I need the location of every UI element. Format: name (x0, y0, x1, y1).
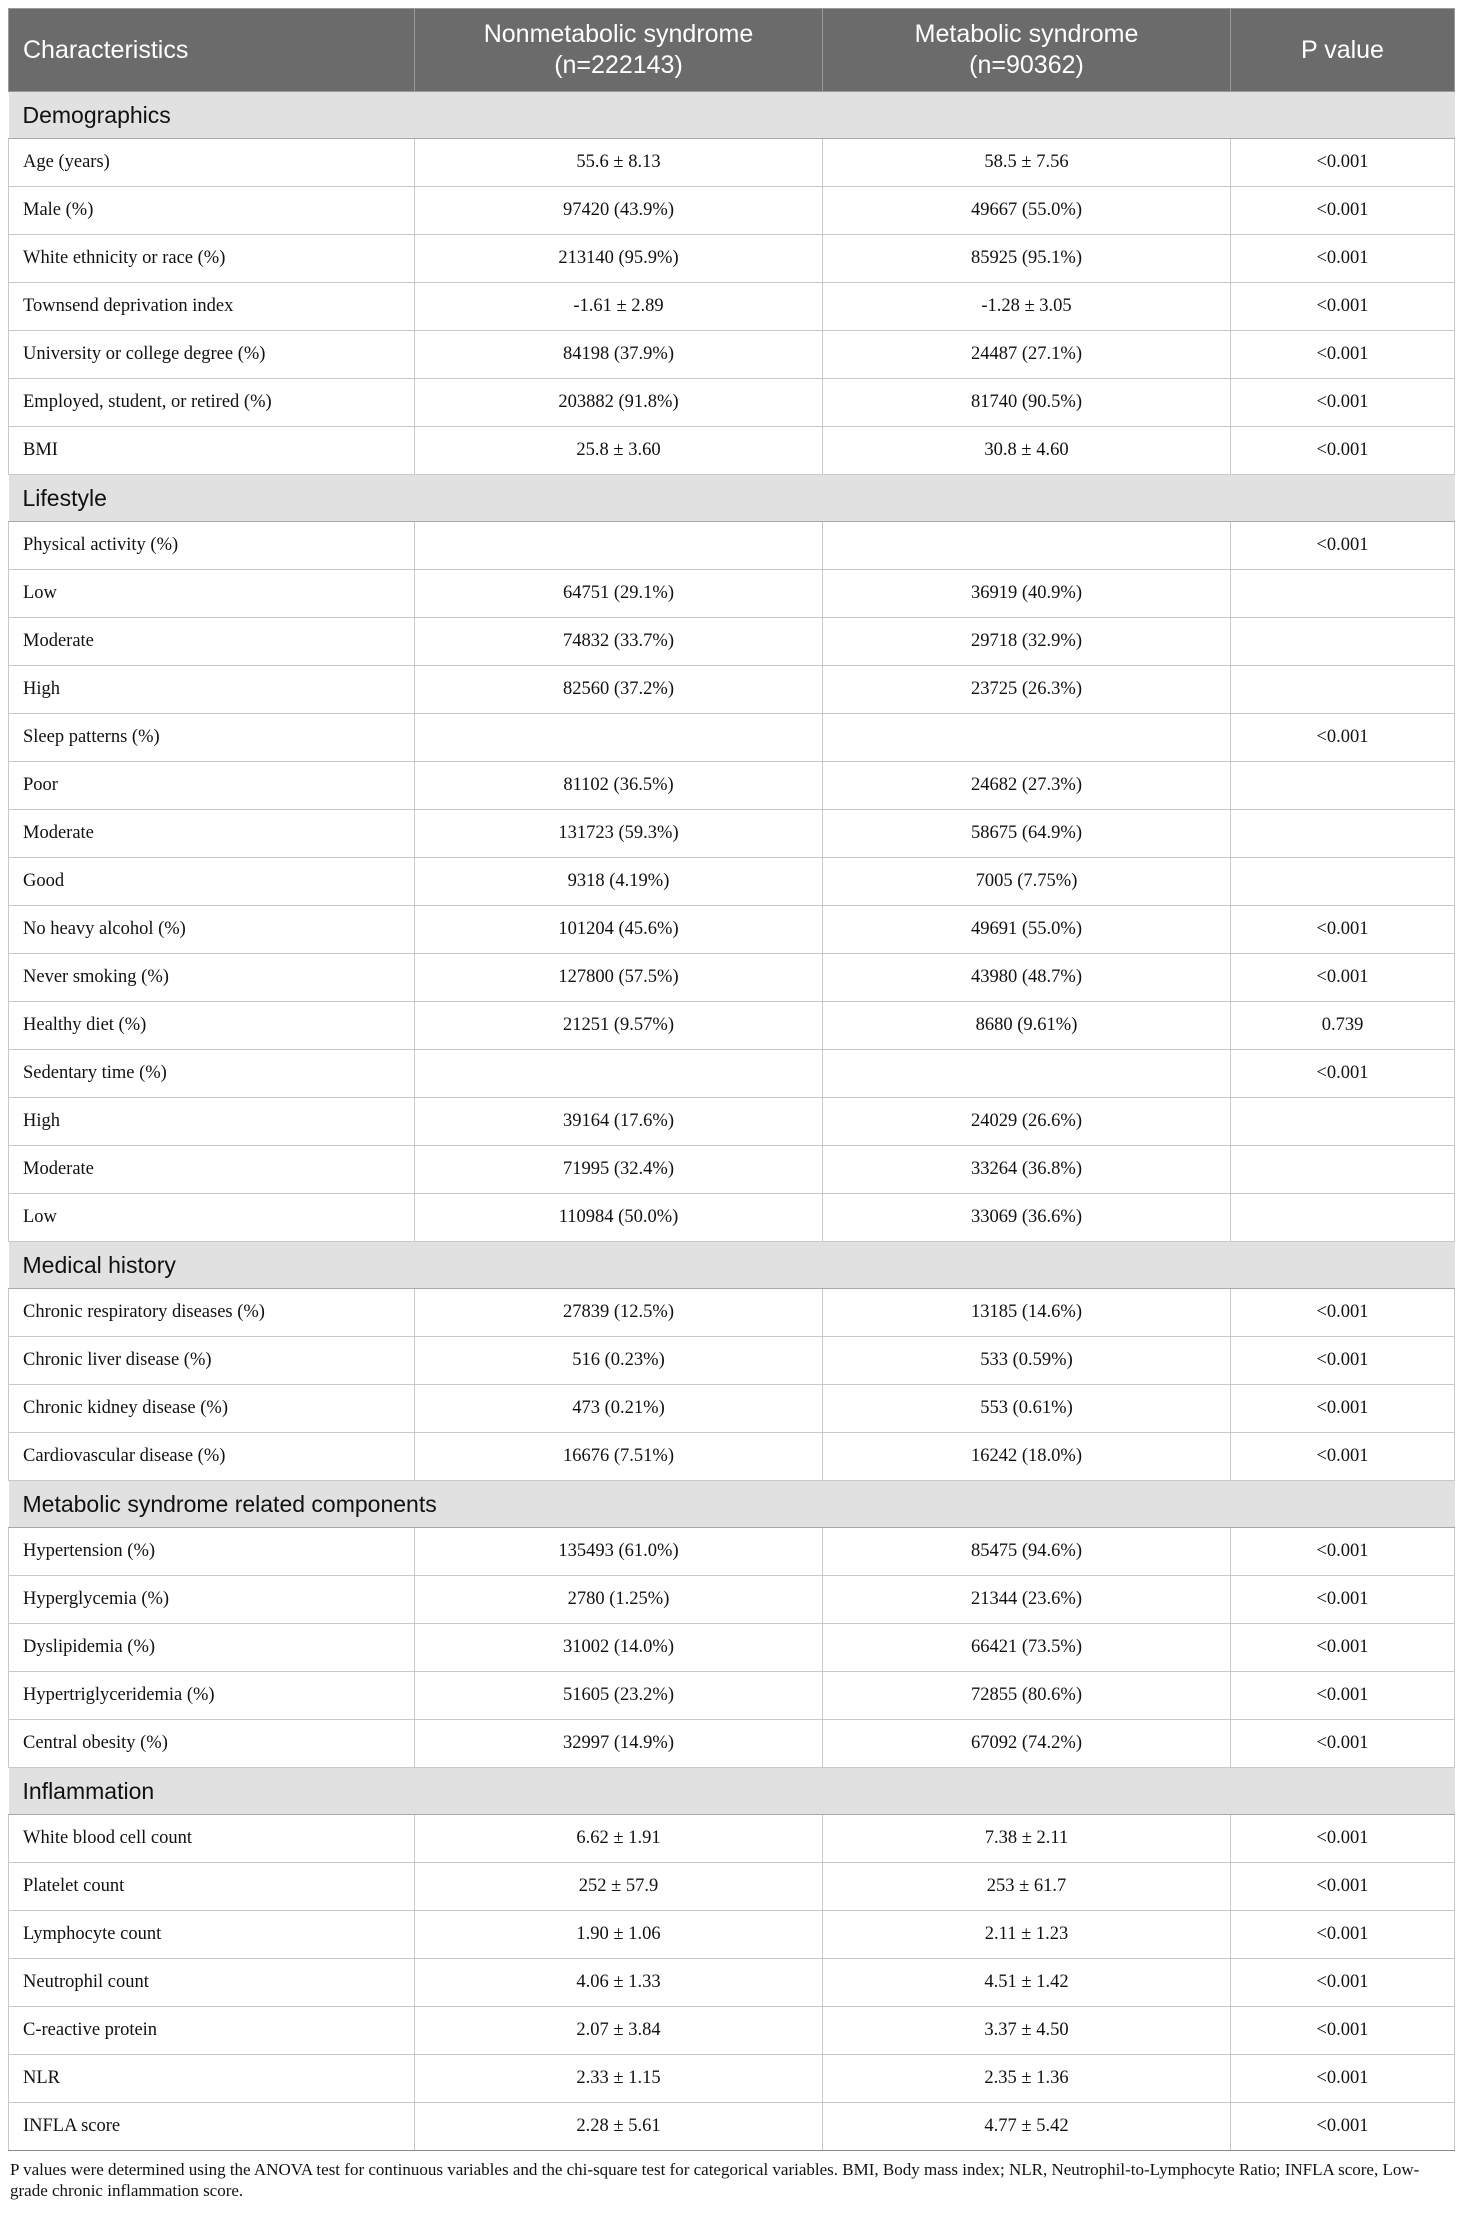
section-title: Lifestyle (9, 475, 1455, 522)
metabolic-value-cell: 49667 (55.0%) (823, 187, 1231, 235)
section-title: Medical history (9, 1242, 1455, 1289)
metabolic-value-cell: -1.28 ± 3.05 (823, 283, 1231, 331)
metabolic-value-cell: 21344 (23.6%) (823, 1576, 1231, 1624)
p-value-cell (1231, 1194, 1455, 1242)
table-row (9, 522, 1455, 570)
row-label-cell: Lymphocyte count (9, 1911, 415, 1959)
p-value-cell: <0.001 (1231, 1624, 1455, 1672)
p-value-cell (1231, 666, 1455, 714)
nonmetabolic-value-cell: 203882 (91.8%) (415, 379, 823, 427)
table-row (9, 810, 1455, 858)
table-row (9, 379, 1455, 427)
metabolic-value-cell (823, 1050, 1231, 1098)
metabolic-value-cell: 29718 (32.9%) (823, 618, 1231, 666)
nonmetabolic-value-cell: 71995 (32.4%) (415, 1146, 823, 1194)
p-value-cell: <0.001 (1231, 1289, 1455, 1337)
header-nonmetabolic-title: Nonmetabolic syndrome (483, 20, 754, 48)
table-row (9, 618, 1455, 666)
table-row (9, 858, 1455, 906)
row-label-cell: Hypertriglyceridemia (%) (9, 1672, 415, 1720)
row-label-cell: High (9, 1098, 415, 1146)
table-row (9, 762, 1455, 810)
p-value-cell: <0.001 (1231, 427, 1455, 475)
table-row (9, 954, 1455, 1002)
row-label-cell: University or college degree (%) (9, 331, 415, 379)
p-value-cell (1231, 1098, 1455, 1146)
table-row (9, 1720, 1455, 1768)
row-label-cell: Chronic respiratory diseases (%) (9, 1289, 415, 1337)
metabolic-value-cell: 36919 (40.9%) (823, 570, 1231, 618)
p-value-cell: <0.001 (1231, 1911, 1455, 1959)
metabolic-value-cell: 24682 (27.3%) (823, 762, 1231, 810)
header-metabolic-count: (n=90362) (969, 51, 1084, 79)
nonmetabolic-value-cell: 135493 (61.0%) (415, 1528, 823, 1576)
metabolic-value-cell: 8680 (9.61%) (823, 1002, 1231, 1050)
metabolic-value-cell: 49691 (55.0%) (823, 906, 1231, 954)
p-value-cell: <0.001 (1231, 1672, 1455, 1720)
metabolic-value-cell: 13185 (14.6%) (823, 1289, 1231, 1337)
section-header-row (9, 92, 1455, 139)
p-value-cell: <0.001 (1231, 283, 1455, 331)
table-row (9, 331, 1455, 379)
p-value-cell (1231, 570, 1455, 618)
row-label-cell: C-reactive protein (9, 2007, 415, 2055)
p-value-cell: <0.001 (1231, 1863, 1455, 1911)
metabolic-value-cell: 85475 (94.6%) (823, 1528, 1231, 1576)
row-label-cell: Townsend deprivation index (9, 283, 415, 331)
table-row (9, 187, 1455, 235)
section-title: Metabolic syndrome related components (9, 1481, 1455, 1528)
nonmetabolic-value-cell: 21251 (9.57%) (415, 1002, 823, 1050)
table-row (9, 1815, 1455, 1863)
table-header-row (9, 9, 1455, 92)
row-label-cell: Sleep patterns (%) (9, 714, 415, 762)
row-label-cell: BMI (9, 427, 415, 475)
nonmetabolic-value-cell: 74832 (33.7%) (415, 618, 823, 666)
p-value-cell: <0.001 (1231, 187, 1455, 235)
table-row (9, 906, 1455, 954)
p-value-cell: <0.001 (1231, 379, 1455, 427)
p-value-cell: <0.001 (1231, 1050, 1455, 1098)
nonmetabolic-value-cell: 39164 (17.6%) (415, 1098, 823, 1146)
row-label-cell: White ethnicity or race (%) (9, 235, 415, 283)
metabolic-value-cell (823, 522, 1231, 570)
metabolic-value-cell: 553 (0.61%) (823, 1385, 1231, 1433)
nonmetabolic-value-cell (415, 714, 823, 762)
nonmetabolic-value-cell: 31002 (14.0%) (415, 1624, 823, 1672)
section-header-row (9, 1242, 1455, 1289)
table-row (9, 1528, 1455, 1576)
metabolic-value-cell: 2.11 ± 1.23 (823, 1911, 1231, 1959)
table-row (9, 283, 1455, 331)
nonmetabolic-value-cell: 110984 (50.0%) (415, 1194, 823, 1242)
p-value-cell (1231, 810, 1455, 858)
metabolic-value-cell: 58675 (64.9%) (823, 810, 1231, 858)
table-row (9, 1050, 1455, 1098)
table-row (9, 1433, 1455, 1481)
row-label-cell: Moderate (9, 810, 415, 858)
metabolic-value-cell: 533 (0.59%) (823, 1337, 1231, 1385)
p-value-cell (1231, 1146, 1455, 1194)
p-value-cell: <0.001 (1231, 906, 1455, 954)
section-header-row (9, 1768, 1455, 1815)
nonmetabolic-value-cell: 101204 (45.6%) (415, 906, 823, 954)
row-label-cell: Cardiovascular disease (%) (9, 1433, 415, 1481)
row-label-cell: Chronic kidney disease (%) (9, 1385, 415, 1433)
header-metabolic-title: Metabolic syndrome (914, 20, 1139, 48)
table-row (9, 1863, 1455, 1911)
table-body (9, 92, 1455, 2151)
row-label-cell: Hypertension (%) (9, 1528, 415, 1576)
p-value-cell: <0.001 (1231, 1433, 1455, 1481)
table-row (9, 714, 1455, 762)
table-row (9, 2055, 1455, 2103)
table-row (9, 235, 1455, 283)
nonmetabolic-value-cell: 516 (0.23%) (415, 1337, 823, 1385)
nonmetabolic-value-cell: 84198 (37.9%) (415, 331, 823, 379)
row-label-cell: Employed, student, or retired (%) (9, 379, 415, 427)
row-label-cell: Platelet count (9, 1863, 415, 1911)
table-row (9, 1002, 1455, 1050)
metabolic-value-cell: 81740 (90.5%) (823, 379, 1231, 427)
nonmetabolic-value-cell: 252 ± 57.9 (415, 1863, 823, 1911)
nonmetabolic-value-cell: 55.6 ± 8.13 (415, 139, 823, 187)
p-value-cell (1231, 762, 1455, 810)
p-value-cell: <0.001 (1231, 1528, 1455, 1576)
p-value-cell: 0.739 (1231, 1002, 1455, 1050)
metabolic-value-cell: 4.51 ± 1.42 (823, 1959, 1231, 2007)
nonmetabolic-value-cell: 82560 (37.2%) (415, 666, 823, 714)
nonmetabolic-value-cell: 27839 (12.5%) (415, 1289, 823, 1337)
row-label-cell: INFLA score (9, 2103, 415, 2151)
table-row (9, 1098, 1455, 1146)
header-characteristics: Characteristics (9, 9, 415, 92)
row-label-cell: High (9, 666, 415, 714)
nonmetabolic-value-cell: 473 (0.21%) (415, 1385, 823, 1433)
table-row (9, 1624, 1455, 1672)
row-label-cell: Moderate (9, 618, 415, 666)
metabolic-value-cell: 58.5 ± 7.56 (823, 139, 1231, 187)
metabolic-value-cell: 33264 (36.8%) (823, 1146, 1231, 1194)
nonmetabolic-value-cell: 97420 (43.9%) (415, 187, 823, 235)
nonmetabolic-value-cell: 6.62 ± 1.91 (415, 1815, 823, 1863)
header-p-value: P value (1231, 9, 1455, 92)
table-row (9, 1911, 1455, 1959)
row-label-cell: Low (9, 570, 415, 618)
row-label-cell: Neutrophil count (9, 1959, 415, 2007)
section-title: Demographics (9, 92, 1455, 139)
p-value-cell: <0.001 (1231, 139, 1455, 187)
header-nonmetabolic (415, 9, 823, 92)
table-row (9, 427, 1455, 475)
table-row (9, 1337, 1455, 1385)
section-header-row (9, 1481, 1455, 1528)
nonmetabolic-value-cell: 2.07 ± 3.84 (415, 2007, 823, 2055)
nonmetabolic-value-cell: -1.61 ± 2.89 (415, 283, 823, 331)
nonmetabolic-value-cell: 2.28 ± 5.61 (415, 2103, 823, 2151)
metabolic-value-cell: 43980 (48.7%) (823, 954, 1231, 1002)
nonmetabolic-value-cell: 2.33 ± 1.15 (415, 2055, 823, 2103)
metabolic-value-cell (823, 714, 1231, 762)
p-value-cell: <0.001 (1231, 1576, 1455, 1624)
row-label-cell: Chronic liver disease (%) (9, 1337, 415, 1385)
metabolic-value-cell: 7.38 ± 2.11 (823, 1815, 1231, 1863)
row-label-cell: Age (years) (9, 139, 415, 187)
table-row (9, 1959, 1455, 2007)
nonmetabolic-value-cell: 4.06 ± 1.33 (415, 1959, 823, 2007)
nonmetabolic-value-cell (415, 1050, 823, 1098)
row-label-cell: White blood cell count (9, 1815, 415, 1863)
metabolic-value-cell: 23725 (26.3%) (823, 666, 1231, 714)
metabolic-value-cell: 2.35 ± 1.36 (823, 2055, 1231, 2103)
p-value-cell: <0.001 (1231, 2103, 1455, 2151)
p-value-cell: <0.001 (1231, 1815, 1455, 1863)
metabolic-value-cell: 67092 (74.2%) (823, 1720, 1231, 1768)
metabolic-value-cell: 66421 (73.5%) (823, 1624, 1231, 1672)
metabolic-value-cell: 30.8 ± 4.60 (823, 427, 1231, 475)
row-label-cell: Male (%) (9, 187, 415, 235)
metabolic-value-cell: 33069 (36.6%) (823, 1194, 1231, 1242)
nonmetabolic-value-cell (415, 522, 823, 570)
row-label-cell: NLR (9, 2055, 415, 2103)
table-row (9, 2103, 1455, 2151)
metabolic-value-cell: 72855 (80.6%) (823, 1672, 1231, 1720)
p-value-cell: <0.001 (1231, 1337, 1455, 1385)
nonmetabolic-value-cell: 1.90 ± 1.06 (415, 1911, 823, 1959)
row-label-cell: Low (9, 1194, 415, 1242)
nonmetabolic-value-cell: 81102 (36.5%) (415, 762, 823, 810)
nonmetabolic-value-cell: 2780 (1.25%) (415, 1576, 823, 1624)
nonmetabolic-value-cell: 64751 (29.1%) (415, 570, 823, 618)
table-row (9, 1194, 1455, 1242)
metabolic-value-cell: 24029 (26.6%) (823, 1098, 1231, 1146)
table-row (9, 1672, 1455, 1720)
table-row (9, 1385, 1455, 1433)
p-value-cell: <0.001 (1231, 1385, 1455, 1433)
p-value-cell: <0.001 (1231, 235, 1455, 283)
section-title: Inflammation (9, 1768, 1455, 1815)
table-container (8, 8, 1454, 2201)
p-value-cell: <0.001 (1231, 331, 1455, 379)
metabolic-value-cell: 24487 (27.1%) (823, 331, 1231, 379)
p-value-cell: <0.001 (1231, 1720, 1455, 1768)
characteristics-table (8, 8, 1455, 2151)
row-label-cell: Hyperglycemia (%) (9, 1576, 415, 1624)
metabolic-value-cell: 85925 (95.1%) (823, 235, 1231, 283)
metabolic-value-cell: 4.77 ± 5.42 (823, 2103, 1231, 2151)
p-value-cell: <0.001 (1231, 522, 1455, 570)
p-value-cell: <0.001 (1231, 2055, 1455, 2103)
metabolic-value-cell: 3.37 ± 4.50 (823, 2007, 1231, 2055)
table-row (9, 570, 1455, 618)
header-metabolic (823, 9, 1231, 92)
row-label-cell: Healthy diet (%) (9, 1002, 415, 1050)
nonmetabolic-value-cell: 127800 (57.5%) (415, 954, 823, 1002)
table-row (9, 2007, 1455, 2055)
table-row (9, 666, 1455, 714)
table-footnote: P values were determined using the ANOVA test for continuous variables and the chi-square test for categorical variables. BMI, Body mass index; NLR, Neutrophil-to-Lymphocyte Ratio; INFLA score, Low-grade chronic inflammation score. (10, 2160, 1420, 2200)
row-label-cell: Central obesity (%) (9, 1720, 415, 1768)
section-header-row (9, 475, 1455, 522)
nonmetabolic-value-cell: 213140 (95.9%) (415, 235, 823, 283)
metabolic-value-cell: 253 ± 61.7 (823, 1863, 1231, 1911)
table-row (9, 139, 1455, 187)
nonmetabolic-value-cell: 25.8 ± 3.60 (415, 427, 823, 475)
row-label-cell: Sedentary time (%) (9, 1050, 415, 1098)
table-row (9, 1576, 1455, 1624)
row-label-cell: Never smoking (%) (9, 954, 415, 1002)
p-value-cell: <0.001 (1231, 954, 1455, 1002)
metabolic-value-cell: 7005 (7.75%) (823, 858, 1231, 906)
nonmetabolic-value-cell: 131723 (59.3%) (415, 810, 823, 858)
table-row (9, 1146, 1455, 1194)
nonmetabolic-value-cell: 32997 (14.9%) (415, 1720, 823, 1768)
row-label-cell: No heavy alcohol (%) (9, 906, 415, 954)
p-value-cell (1231, 618, 1455, 666)
nonmetabolic-value-cell: 51605 (23.2%) (415, 1672, 823, 1720)
p-value-cell (1231, 858, 1455, 906)
nonmetabolic-value-cell: 9318 (4.19%) (415, 858, 823, 906)
row-label-cell: Good (9, 858, 415, 906)
metabolic-value-cell: 16242 (18.0%) (823, 1433, 1231, 1481)
row-label-cell: Poor (9, 762, 415, 810)
p-value-cell: <0.001 (1231, 1959, 1455, 2007)
row-label-cell: Moderate (9, 1146, 415, 1194)
header-nonmetabolic-count: (n=222143) (554, 51, 683, 79)
table-row (9, 1289, 1455, 1337)
nonmetabolic-value-cell: 16676 (7.51%) (415, 1433, 823, 1481)
p-value-cell: <0.001 (1231, 2007, 1455, 2055)
row-label-cell: Dyslipidemia (%) (9, 1624, 415, 1672)
p-value-cell: <0.001 (1231, 714, 1455, 762)
row-label-cell: Physical activity (%) (9, 522, 415, 570)
